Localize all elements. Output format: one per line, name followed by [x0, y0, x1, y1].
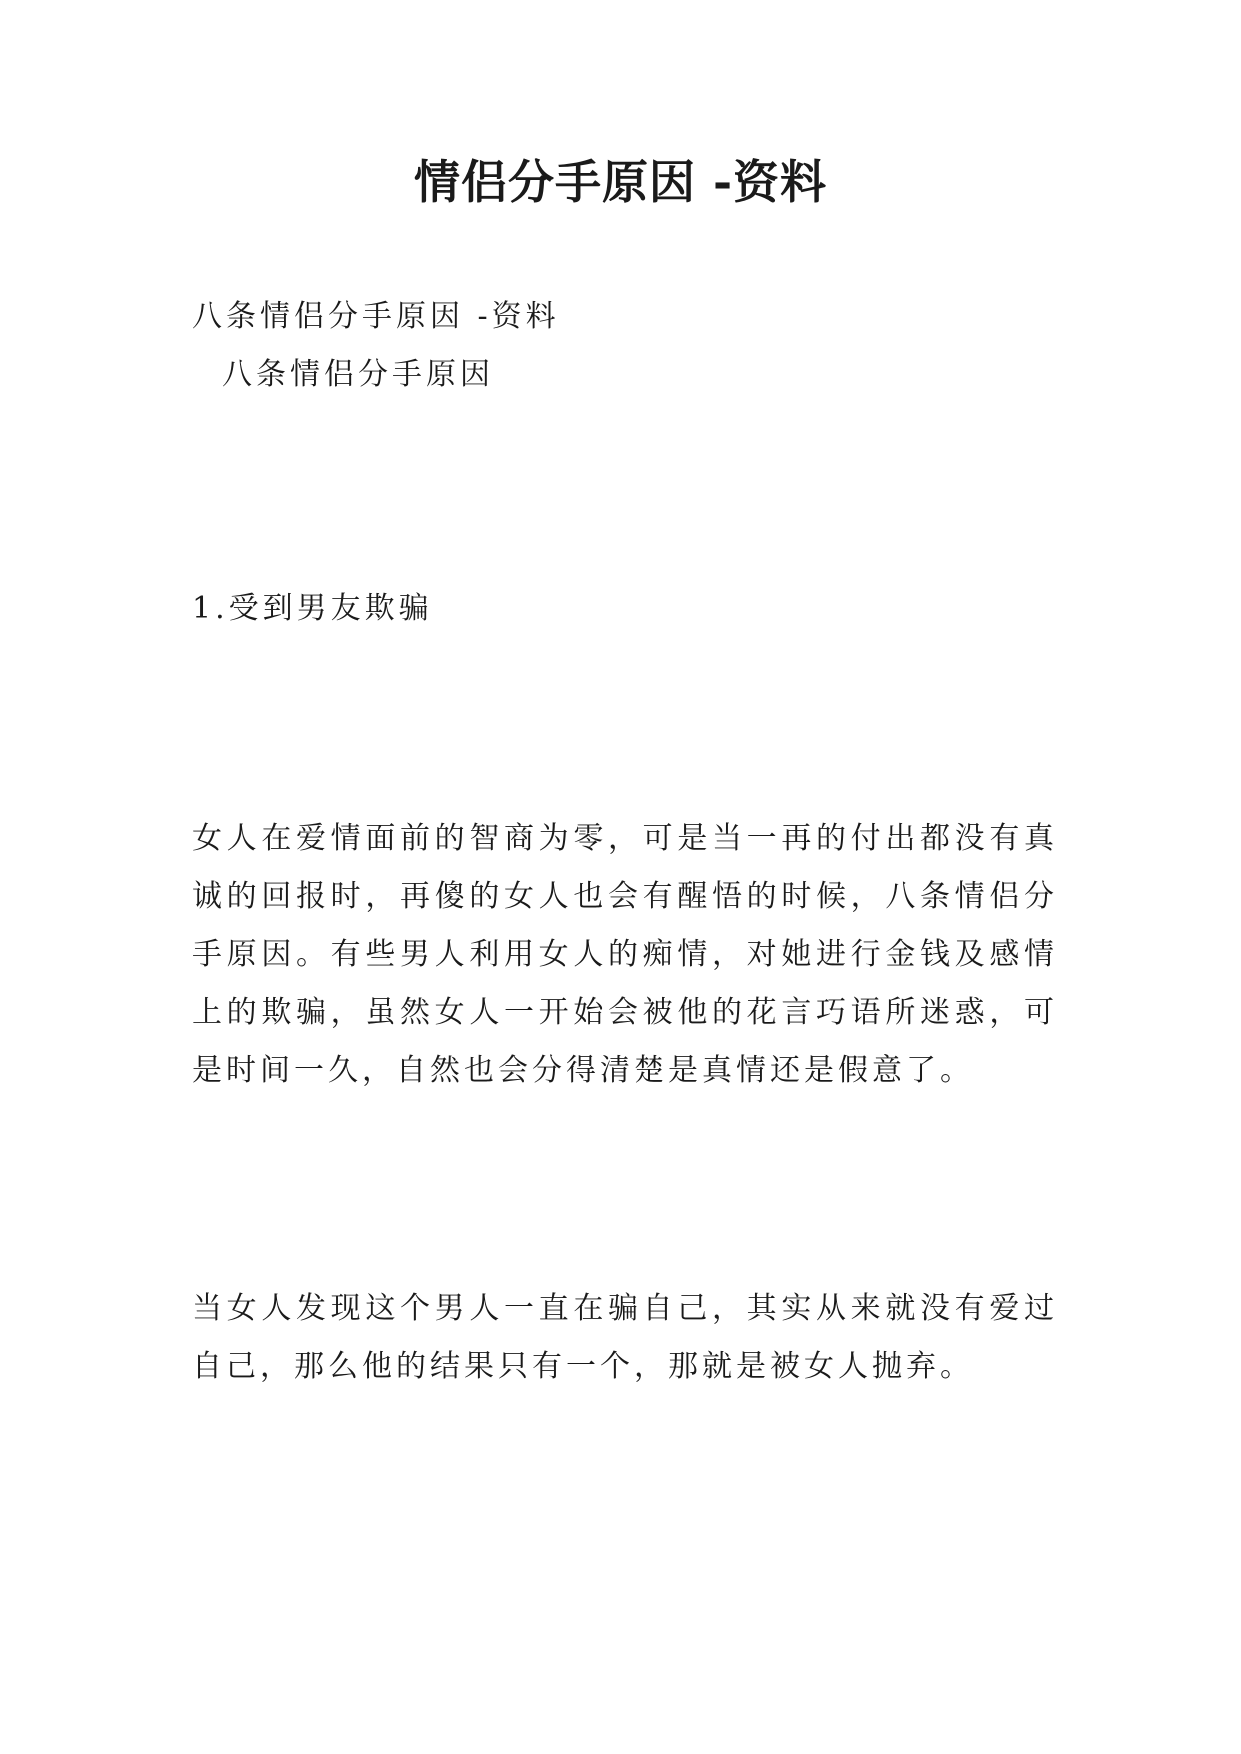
body-paragraph: 女人在爱情面前的智商为零，可是当一再的付出都没有真诚的回报时，再傻的女人也会有醒悟的时候，八条情侣分手原因。有些男人利用女人的痴情，对她进行金钱及感情上的欺骗，虽然女人一开始会被他的花言巧语所迷惑，可是时间一久，自然也会分得清楚是真情还是假意了。 [192, 821, 1058, 1088]
document-subtitle: 八条情侣分手原因 -资料 [192, 299, 560, 334]
section-heading: 1.受到男友欺骗 [192, 591, 433, 626]
document-title: 情侣分手原因 -资料 [413, 155, 828, 209]
document-subtitle-secondary: 八条情侣分手原因 [222, 357, 494, 392]
body-paragraph: 当女人发现这个男人一直在骗自己，其实从来就没有爱过自己，那么他的结果只有一个，那就是被女人抛弃。 [192, 1291, 1058, 1384]
